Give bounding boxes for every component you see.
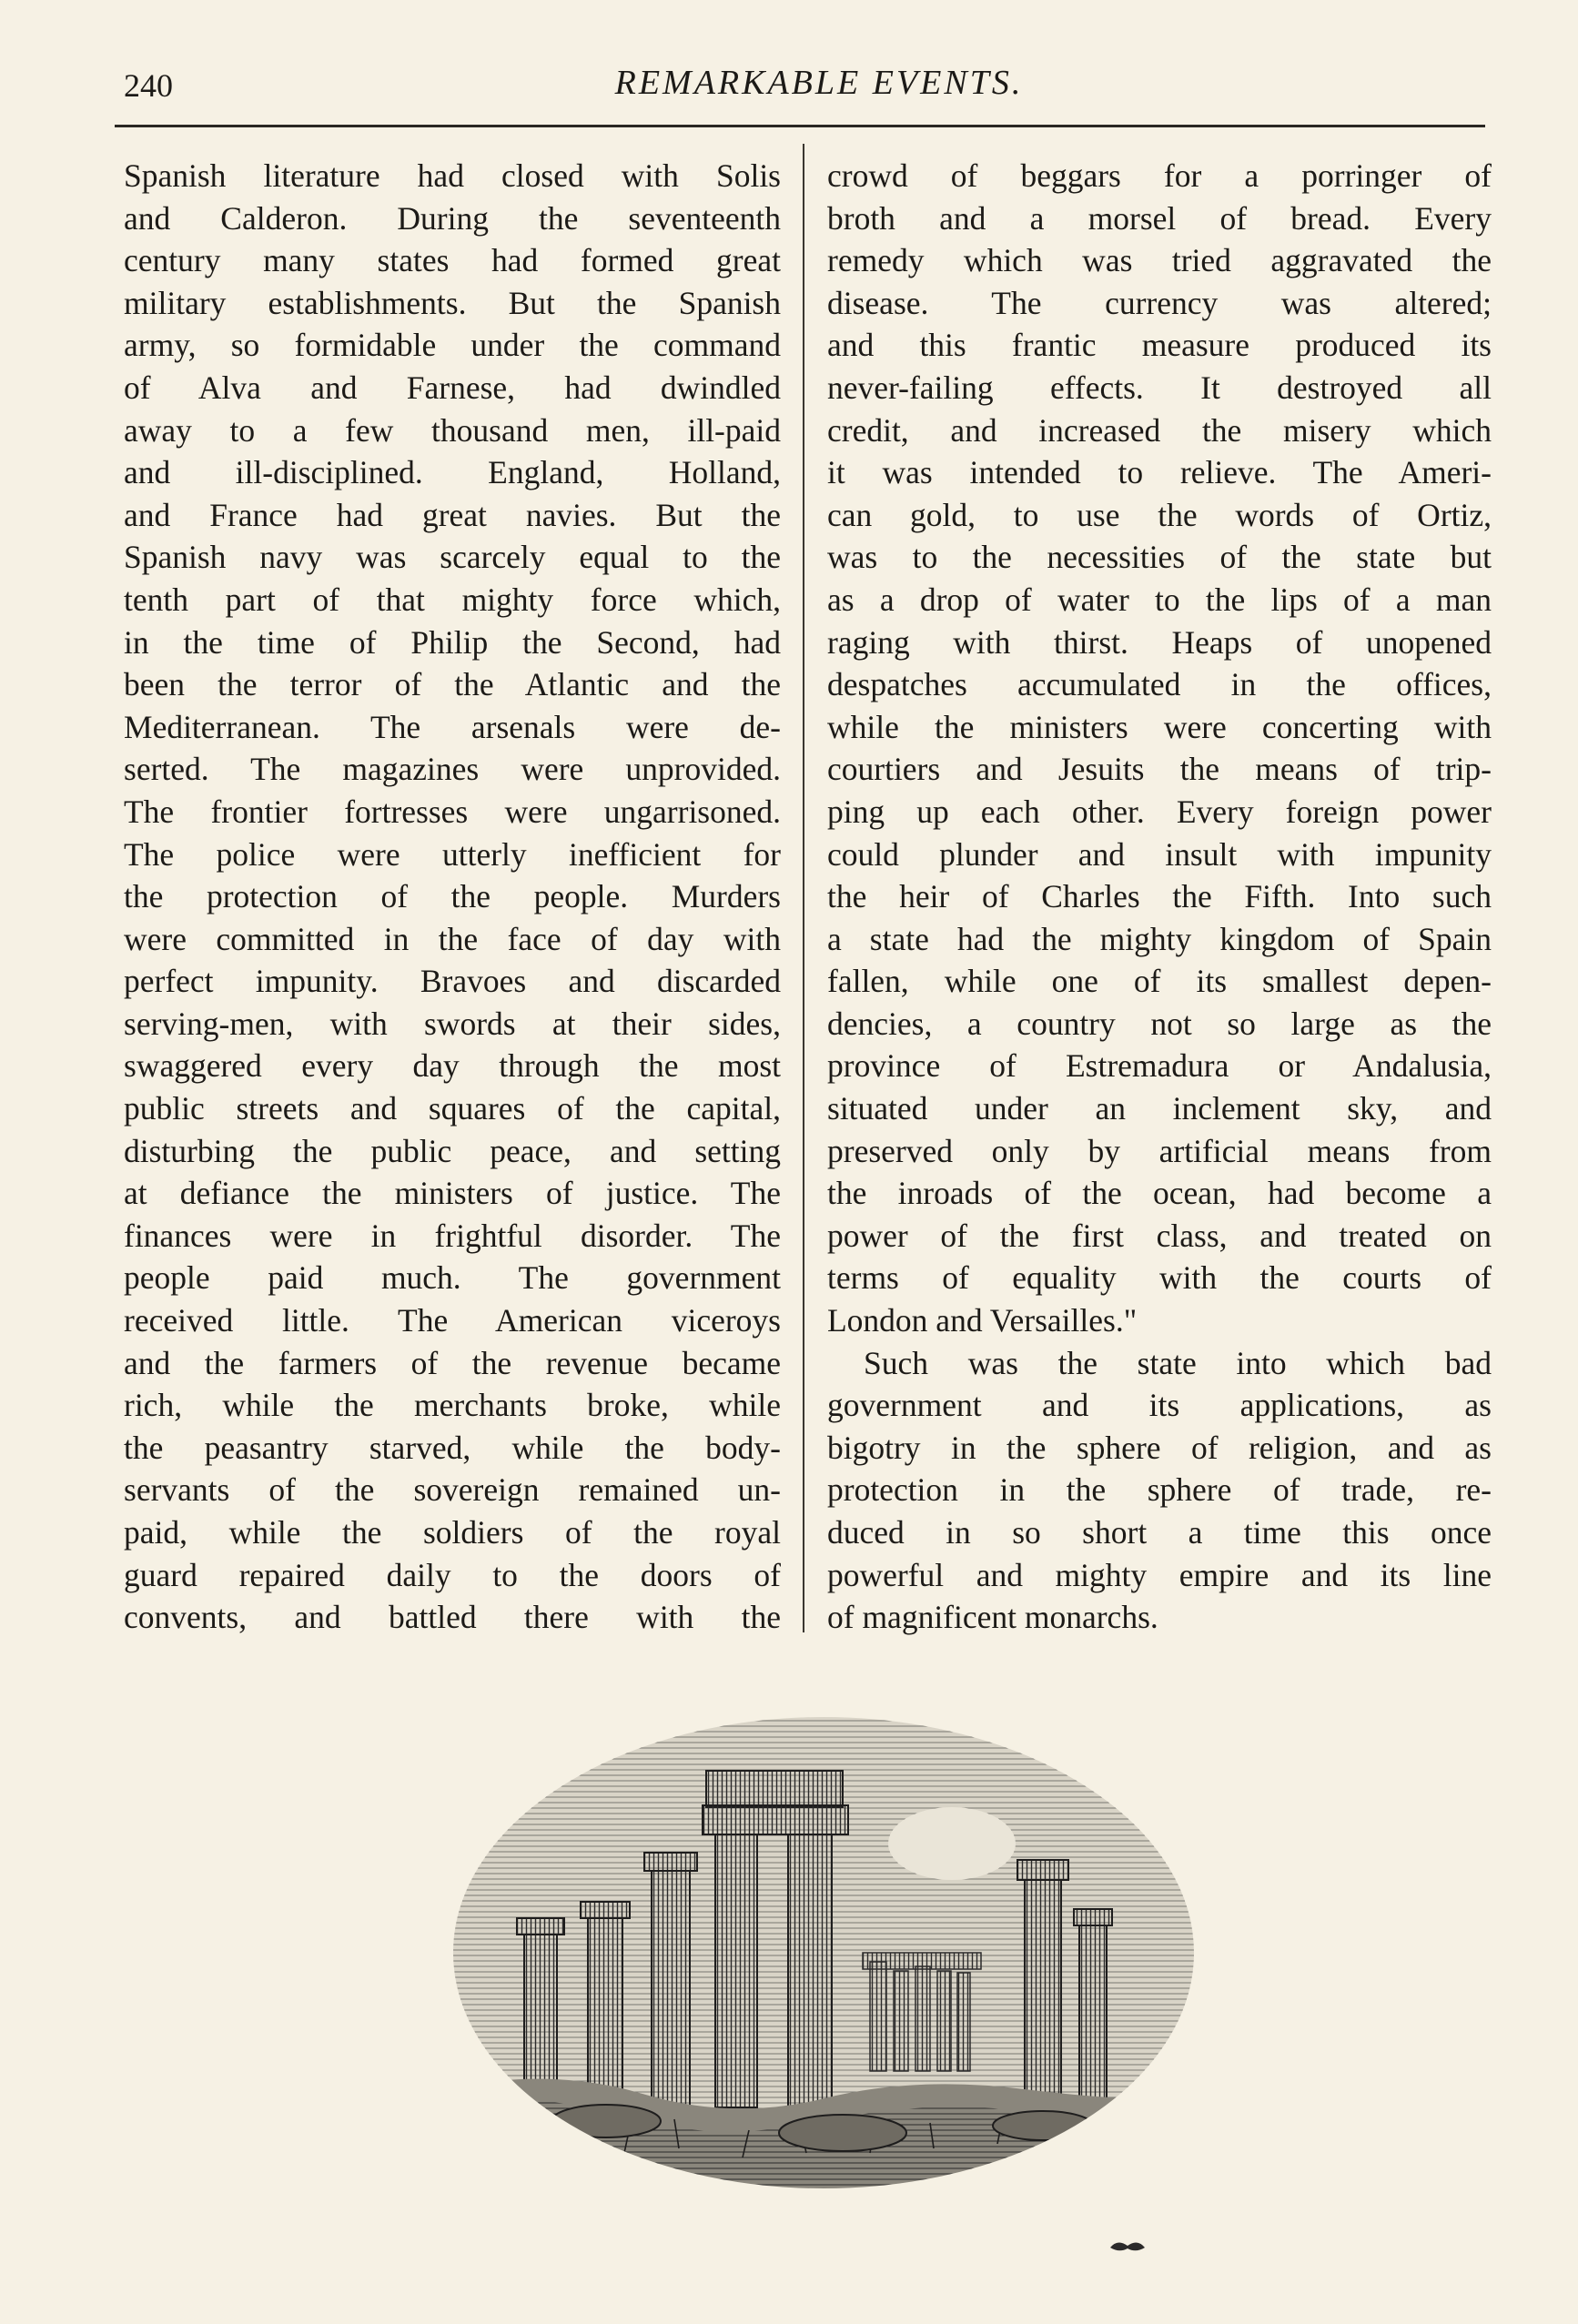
text-line: it was intended to relieve. The Ameri- xyxy=(827,454,1492,491)
text-line: disturbing the public peace, and setting xyxy=(124,1132,781,1169)
text-line: ping up each other. Every foreign power xyxy=(827,793,1492,830)
text-line: Spanish literature had closed with Solis xyxy=(124,157,781,194)
text-line: dencies, a country not so large as the xyxy=(827,1005,1492,1042)
running-title: REMARKABLE EVENTS. xyxy=(614,64,1024,102)
text-line: and ill-disciplined. England, Holland, xyxy=(124,454,781,491)
text-line: people paid much. The government xyxy=(124,1259,781,1297)
text-line: raging with thirst. Heaps of unopened xyxy=(827,623,1492,661)
text-line: disease. The currency was altered; xyxy=(827,284,1492,321)
text-line: Spanish navy was scarcely equal to the xyxy=(124,539,781,576)
text-line: preserved only by artificial means from xyxy=(827,1132,1492,1169)
text-line: away to a few thousand men, ill-paid xyxy=(124,411,781,449)
text-line: servants of the sovereign remained un- xyxy=(124,1471,781,1509)
text-line: can gold, to use the words of Ortiz, xyxy=(827,496,1492,533)
text-line: public streets and squares of the capital, xyxy=(124,1090,781,1127)
text-line: serving-men, with swords at their sides, xyxy=(124,1005,781,1042)
text-line: province of Estremadura or Andalusia, xyxy=(827,1047,1492,1085)
text-line: and Calderon. During the seventeenth xyxy=(124,199,781,237)
page-number: 240 xyxy=(124,67,173,104)
text-line: The frontier fortresses were ungarrisoned. xyxy=(124,793,781,830)
text-line: the inroads of the ocean, had become a xyxy=(827,1175,1492,1212)
text-line: and this frantic measure produced its xyxy=(827,327,1492,364)
fleuron-icon xyxy=(1108,2237,1147,2255)
text-line: The police were utterly inefficient for xyxy=(124,835,781,873)
text-line: perfect impunity. Bravoes and discarded xyxy=(124,963,781,1000)
text-line: courtiers and Jesuits the means of trip- xyxy=(827,751,1492,788)
left-column xyxy=(124,155,781,1639)
text-line: remedy which was tried aggravated the xyxy=(827,242,1492,279)
text-line: a state had the mighty kingdom of Spain xyxy=(827,920,1492,957)
text-line: power of the first class, and treated on xyxy=(827,1217,1492,1254)
text-line: were committed in the face of day with xyxy=(124,920,781,957)
text-line: credit, and increased the misery which xyxy=(827,411,1492,449)
text-line: finances were in frightful disorder. The xyxy=(124,1217,781,1254)
text-line: as a drop of water to the lips of a man xyxy=(827,581,1492,618)
text-line: Such was the state into which bad xyxy=(864,1344,1492,1381)
text-line: century many states had formed great xyxy=(124,242,781,279)
text-line: army, so formidable under the command xyxy=(124,327,781,364)
text-line: rich, while the merchants broke, while xyxy=(124,1387,781,1424)
column-divider xyxy=(803,144,804,1632)
text-line: was to the necessities of the state but xyxy=(827,539,1492,576)
text-line: and France had great navies. But the xyxy=(124,496,781,533)
text-line: broth and a morsel of bread. Every xyxy=(827,199,1492,237)
text-line: in the time of Philip the Second, had xyxy=(124,623,781,661)
text-line: of Alva and Farnese, had dwindled xyxy=(124,369,781,406)
right-column xyxy=(827,155,1492,1639)
text-line: been the terror of the Atlantic and the xyxy=(124,666,781,703)
text-line: the protection of the people. Murders xyxy=(124,878,781,915)
text-line: Mediterranean. The arsenals were de- xyxy=(124,708,781,745)
text-line: never-failing effects. It destroyed all xyxy=(827,369,1492,406)
text-line: fallen, while one of its smallest depen- xyxy=(827,963,1492,1000)
text-line: serted. The magazines were unprovided. xyxy=(124,751,781,788)
text-line: and the farmers of the revenue became xyxy=(124,1344,781,1381)
text-line: powerful and mighty empire and its line xyxy=(827,1556,1492,1593)
header-rule xyxy=(115,125,1485,127)
ruined-temple-engraving-icon xyxy=(442,1707,1205,2198)
text-line: bigotry in the sphere of religion, and as xyxy=(827,1429,1492,1466)
text-line: tenth part of that mighty force which, xyxy=(124,581,781,618)
text-line: convents, and battled there with the xyxy=(124,1599,781,1636)
text-line: could plunder and insult with impunity xyxy=(827,835,1492,873)
text-line: paid, while the soldiers of the royal xyxy=(124,1514,781,1551)
text-line: despatches accumulated in the offices, xyxy=(827,666,1492,703)
text-line: the peasantry starved, while the body- xyxy=(124,1429,781,1466)
text-line: while the ministers were concerting with xyxy=(827,708,1492,745)
text-line: swaggered every day through the most xyxy=(124,1047,781,1085)
text-line: situated under an inclement sky, and xyxy=(827,1090,1492,1127)
text-line: protection in the sphere of trade, re- xyxy=(827,1471,1492,1509)
text-line: London and Versailles." xyxy=(827,1302,1138,1339)
text-line: received little. The American viceroys xyxy=(124,1302,781,1339)
text-line: at defiance the ministers of justice. The xyxy=(124,1175,781,1212)
text-line: of magnificent monarchs. xyxy=(827,1599,1158,1636)
text-line: the heir of Charles the Fifth. Into such xyxy=(827,878,1492,915)
text-line: guard repaired daily to the doors of xyxy=(124,1556,781,1593)
text-line: terms of equality with the courts of xyxy=(827,1259,1492,1297)
text-line: military establishments. But the Spanish xyxy=(124,284,781,321)
text-line: duced in so short a time this once xyxy=(827,1514,1492,1551)
text-line: crowd of beggars for a porringer of xyxy=(827,157,1492,194)
text-line: government and its applications, as xyxy=(827,1387,1492,1424)
